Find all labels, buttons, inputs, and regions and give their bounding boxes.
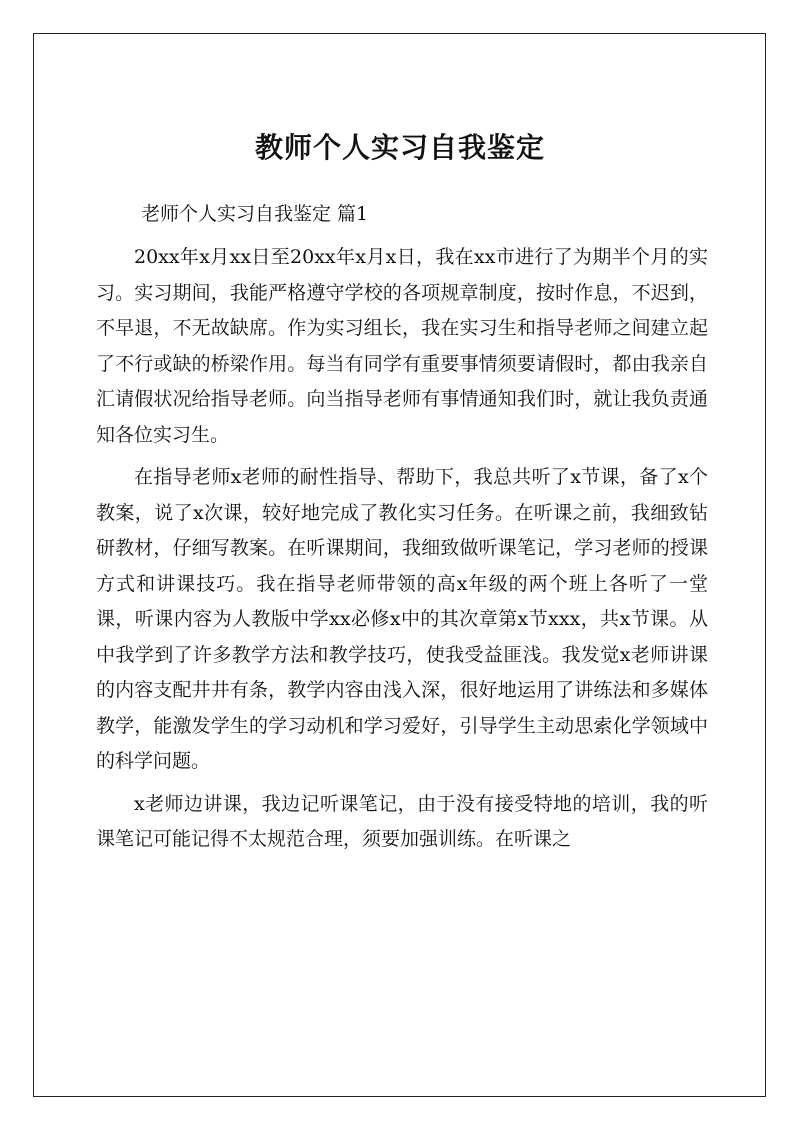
paragraph: 20xx年x月xx日至20xx年x月x日，我在xx市进行了为期半个月的实习。实习期间，我能严格遵守学校的各项规章制度，按时作息，不迟到，不早退，不无故缺席。作为实习组长，我在实习生和指导老师之间建立起了不行或缺的桥梁作用。每当有同学有重要事情须要请假时，都由我亲自汇请假状况给指导老师。向当指导老师有事情通知我们时，就让我负责通知各位实习生。 xyxy=(96,246,708,446)
paragraph: x老师边讲课，我边记听课笔记，由于没有接受特地的培训，我的听课笔记可能记得不太规范合理，须要加强训练。在听课之 xyxy=(96,792,708,850)
paragraph: 在指导老师x老师的耐性指导、帮助下，我总共听了x节课，备了x个教案，说了x次课，较好地完成了教化实习任务。在听课之前，我细致钻研教材，仔细写教案。在听课期间，我细致做听课笔记，学习老师的授课方式和讲课技巧。我在指导老师带领的高x年级的两个班上各听了一堂课，听课内容为人教版中学xx必修x中的其次章第x节xxx，共x节课。从中我学到了许多教学方法和教学技巧，使我受益匪浅。我发觉x老师讲课的内容支配井井有条，教学内容由浅入深，很好地运用了讲练法和多媒体教学，能激发学生的学习动机和学习爱好，引导学生主动思索化学领域中的科学问题。 xyxy=(96,466,708,772)
document-title: 教师个人实习自我鉴定 xyxy=(254,131,545,164)
document-subtitle: 老师个人实习自我鉴定 篇1 xyxy=(141,203,369,225)
document-body xyxy=(96,240,708,865)
